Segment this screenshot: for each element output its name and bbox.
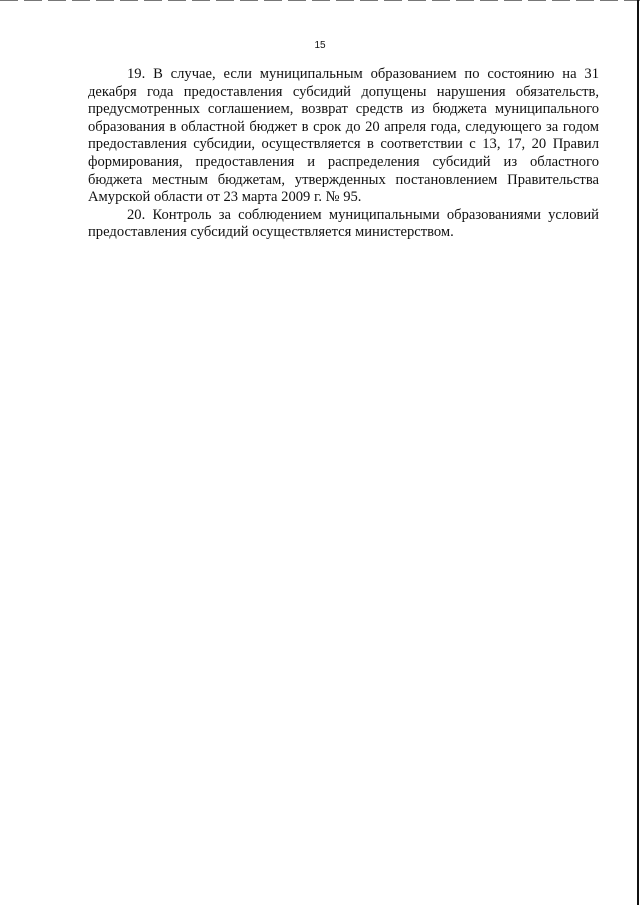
scan-top-edge	[0, 0, 640, 1]
paragraph-19: 19. В случае, если муниципальным образованием по состоянию на 31 декабря года предоставления субсидий допущены нарушения обязательств, предусмотренных соглашением, возврат средств из бюджета муниципального образования в областной бюджет в срок до 20 апреля года, следующего за годом предоставления субсидии, осуществляется в соответствии с 13, 17, 20 Правил формирования, предоставления и распределения субсидий из областного бюджета местным бюджетам, утвержденных постановлением Правительства Амурской области от 23 марта 2009 г. № 95.	[88, 66, 599, 206]
document-body	[88, 66, 599, 242]
paragraph-20: 20. Контроль за соблюдением муниципальными образованиями условий предоставления субсидий осуществляется министерством.	[88, 206, 599, 241]
scan-right-edge	[637, 0, 639, 905]
page-number: 15	[314, 40, 326, 51]
